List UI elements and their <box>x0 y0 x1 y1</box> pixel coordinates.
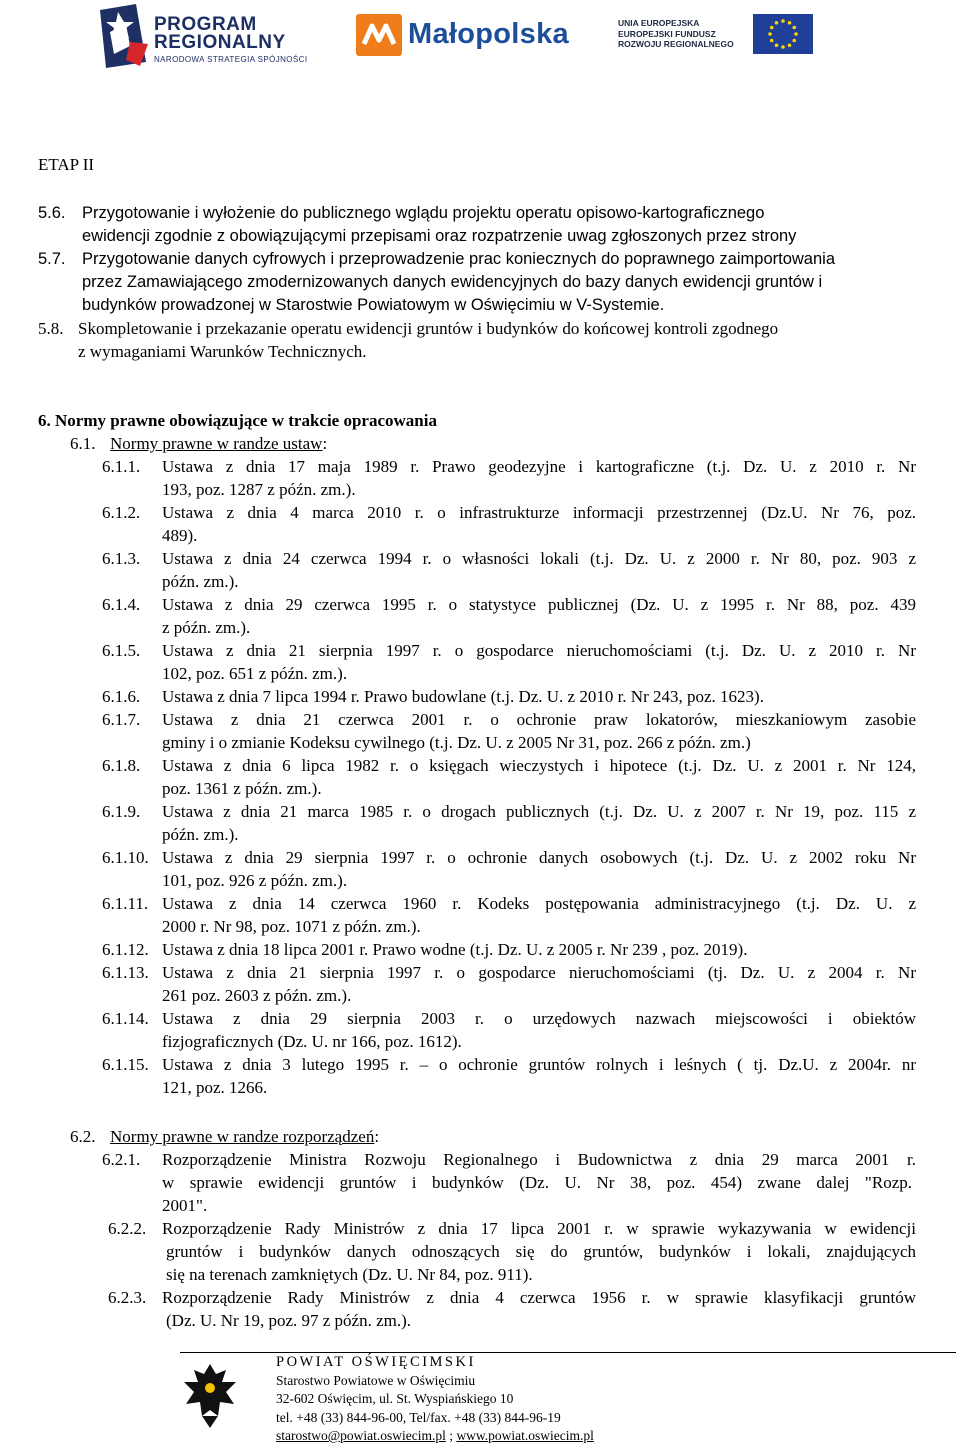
item-5-6-line: ewidencji zgodnie z obowiązującymi przepisami oraz rozpatrzenie uwag zgłoszonych przez strony <box>82 227 797 245</box>
item-5-7-number: 5.7. <box>38 250 66 268</box>
act-title-line: fizjograficznych (Dz. U. nr 166, poz. 1612). <box>162 1032 462 1051</box>
eu-star <box>788 21 792 25</box>
act-title-line: Ustawa z dnia 17 maja 1989 r. Prawo geodezyjne i kartograficzne (t.j. Dz. U. z 2010 r. Nr <box>162 457 916 476</box>
coat-of-arms-icon <box>180 1360 240 1432</box>
act-title-line: Ustawa z dnia 6 lipca 1982 r. o księgach wieczystych i hipotece (t.j. Dz. U. z 2001 r. Nr 124, <box>162 756 916 775</box>
act-number: 6.1.7. <box>102 710 141 729</box>
malopolska-wordmark: Małopolska <box>408 18 569 50</box>
regulation-title-line: Rozporządzenie Ministra Rozwoju Regionalnego i Budownictwa z dnia 29 marca 2001 r. <box>162 1150 916 1169</box>
section-6-heading: 6. Normy prawne obowiązujące w trakcie opracowania <box>38 411 437 430</box>
strategy-line: NARODOWA STRATEGIA SPÓJNOŚCI <box>154 55 308 64</box>
act-number: 6.1.3. <box>102 549 141 568</box>
act-number: 6.1.6. <box>102 687 141 706</box>
regulation-title-line: Rozporządzenie Rady Ministrów z dnia 17 lipca 2001 r. w sprawie wykazywania w ewidencji <box>162 1219 916 1238</box>
act-title-line: Ustawa z dnia 24 czerwca 1994 r. o własności lokali (t.j. Dz. U. z 2000 r. Nr 80, poz. 903 z <box>162 549 916 568</box>
section-6-1-number: 6.1. <box>70 434 96 453</box>
act-title-line: z późn. zm.). <box>162 618 251 637</box>
eu-star <box>775 21 779 25</box>
eu-star <box>775 43 779 47</box>
stage-heading: ETAP II <box>38 155 95 174</box>
footer-separator: ; <box>445 1428 457 1443</box>
act-title-line: późn. zm.). <box>162 572 239 591</box>
eu-star <box>794 32 798 36</box>
regulation-number: 6.2.1. <box>102 1150 141 1169</box>
act-title-line: Ustawa z dnia 29 czerwca 1995 r. o statystyce publicznej (Dz. U. z 1995 r. Nr 88, poz. 439 <box>162 595 916 614</box>
eu-flag-icon <box>753 14 813 54</box>
footer-email-link[interactable]: starostwo@powiat.oswiecim.pl <box>276 1428 446 1443</box>
act-title-line: Ustawa z dnia 7 lipca 1994 r. Prawo budowlane (t.j. Dz. U. z 2010 r. Nr 243, poz. 1623). <box>162 687 764 706</box>
item-5-8-line: Skompletowanie i przekazanie operatu ewidencji gruntów i budynków do końcowej kontroli zgodnego <box>78 319 779 338</box>
act-title-line: poz. 1361 z późn. zm.). <box>162 779 322 798</box>
act-number: 6.1.8. <box>102 756 141 775</box>
footer-website-link[interactable]: www.powiat.oswiecim.pl <box>456 1428 594 1443</box>
item-5-6-line: Przygotowanie i wyłożenie do publicznego wglądu projektu operatu opisowo-kartograficznego <box>82 204 765 222</box>
eu-line-2: EUROPEJSKI FUNDUSZ <box>618 28 716 39</box>
act-number: 6.1.14. <box>102 1009 149 1028</box>
eu-line-3: ROZWOJU REGIONALNEGO <box>618 39 734 49</box>
act-number: 6.1.2. <box>102 503 141 522</box>
item-5-8-number: 5.8. <box>38 319 64 338</box>
eu-fund-logo <box>618 14 818 58</box>
regulation-title-line: się na terenach zamkniętych (Dz. U. Nr 84, poz. 911). <box>166 1265 533 1284</box>
act-number: 6.1.10. <box>102 848 149 867</box>
logo-header <box>0 0 960 80</box>
act-title-line: późn. zm.). <box>162 825 239 844</box>
act-title-line: Ustawa z dnia 21 marca 1985 r. o drogach publicznych (t.j. Dz. U. z 2007 r. Nr 19, poz. 115 z <box>162 802 916 821</box>
section-6-2-number: 6.2. <box>70 1127 96 1146</box>
act-title-line: Ustawa z dnia 21 sierpnia 1997 r. o gospodarce nieruchomościami (tj. Dz. U. z 2004 r. Nr <box>162 963 916 982</box>
act-number: 6.1.1. <box>102 457 141 476</box>
footer-address: 32-602 Oświęcim, ul. St. Wyspiańskiego 10 <box>276 1391 514 1406</box>
eu-star <box>788 43 792 47</box>
act-title-line: gminy i o zmianie Kodeksu cywilnego (t.j. Dz. U. z 2005 Nr 31, poz. 266 z późn. zm.) <box>162 733 751 752</box>
act-title-line: Ustawa z dnia 29 sierpnia 2003 r. o urzędowych nazwach miejscowości i obiektów <box>162 1009 916 1028</box>
footer-phone: tel. +48 (33) 844-96-00, Tel/fax. +48 (33) 844-96-19 <box>276 1409 561 1425</box>
item-5-7-line: przez Zamawiającego zmodernizowanych danych ewidencyjnych do bazy danych ewidencji gruntów i <box>82 273 823 291</box>
regulation-title-line: Rozporządzenie Rady Ministrów z dnia 4 czerwca 1956 r. w sprawie klasyfikacji gruntów <box>162 1288 916 1307</box>
colon: : <box>374 1127 380 1146</box>
act-title-line: 121, poz. 1266. <box>162 1078 268 1097</box>
colon: : <box>322 434 328 453</box>
eu-star <box>792 26 796 30</box>
item-5-8-line: z wymaganiami Warunków Technicznych. <box>78 342 367 361</box>
act-title-line: 102, poz. 651 z późn. zm.). <box>162 664 348 683</box>
regulation-title-line: gruntów i budynków danych odnoszących się do gruntów, budynków i lokali, znajdujących <box>166 1242 916 1261</box>
act-number: 6.1.15. <box>102 1055 149 1074</box>
act-number: 6.1.9. <box>102 802 141 821</box>
regulation-title-line: 2001". <box>162 1196 208 1215</box>
act-title-line: Ustawa z dnia 29 sierpnia 1997 r. o ochronie danych osobowych (t.j. Dz. U. z 2002 roku Nr <box>162 848 916 867</box>
program-regionalny-emblem <box>96 2 152 70</box>
act-title-line: 101, poz. 926 z późn. zm.). <box>162 871 348 890</box>
act-title-line: Ustawa z dnia 4 marca 2010 r. o infrastrukturze informacji przestrzennej (Dz.U. Nr 76, poz. <box>162 503 916 522</box>
eu-line-1: UNIA EUROPEJSKA <box>618 18 700 28</box>
eu-star <box>781 45 785 49</box>
footer-title: POWIAT OŚWIĘCIMSKI <box>276 1354 476 1370</box>
section-6-2-title-text: Normy prawne w randze rozporządzeń <box>110 1127 375 1146</box>
section-6-1-title-text: Normy prawne w randze ustaw <box>110 434 323 453</box>
footer-links <box>276 1427 594 1446</box>
act-title-line: 193, poz. 1287 z późn. zm.). <box>162 480 356 499</box>
eu-star <box>792 39 796 43</box>
act-title-line: 2000 r. Nr 98, poz. 1071 z późn. zm.). <box>162 917 421 936</box>
item-5-7-line: budynków prowadzonej w Starostwie Powiatowym w Oświęcimiu w V-Systemie. <box>82 296 665 314</box>
regulation-number: 6.2.3. <box>108 1288 147 1307</box>
footer-office: Starostwo Powiatowe w Oświęcimiu <box>276 1372 476 1388</box>
section-6-1-title <box>110 432 327 455</box>
eu-star <box>770 26 774 30</box>
malopolska-logo <box>356 14 596 58</box>
act-title-line: 489). <box>162 526 198 545</box>
program-regionalny-logo <box>96 2 326 70</box>
eu-star <box>768 32 772 36</box>
act-number: 6.1.12. <box>102 940 149 959</box>
act-title-line: Ustawa z dnia 21 sierpnia 1997 r. o gospodarce nieruchomościami (t.j. Dz. U. z 2010 r. Nr <box>162 641 916 660</box>
act-number: 6.1.5. <box>102 641 141 660</box>
item-5-6-number: 5.6. <box>38 204 66 222</box>
footer-contact <box>276 1353 594 1446</box>
act-number: 6.1.11. <box>102 894 149 913</box>
section-6-2-title <box>110 1125 379 1148</box>
regulation-title-line: w sprawie ewidencji gruntów i budynków (Dz. U. Nr 38, poz. 454) zwane dalej "Rozp. <box>162 1173 912 1192</box>
act-title-line: Ustawa z dnia 18 lipca 2001 r. Prawo wodne (t.j. Dz. U. z 2005 r. Nr 239 , poz. 2019). <box>162 940 748 959</box>
regionalny-line: REGIONALNY <box>154 32 286 53</box>
act-title-line: Ustawa z dnia 3 lutego 1995 r. – o ochronie gruntów rolnych i leśnych ( tj. Dz.U. z 2004r. nr <box>162 1055 916 1074</box>
act-number: 6.1.13. <box>102 963 149 982</box>
act-title-line: 261 poz. 2603 z późn. zm.). <box>162 986 352 1005</box>
regulation-number: 6.2.2. <box>108 1219 147 1238</box>
act-number: 6.1.4. <box>102 595 141 614</box>
malopolska-emblem <box>356 14 402 56</box>
item-5-7-line: Przygotowanie danych cyfrowych i przeprowadzenie prac koniecznych do poprawnego zaimportowania <box>82 250 835 268</box>
act-title-line: Ustawa z dnia 14 czerwca 1960 r. Kodeks postępowania administracyjnego (t.j. Dz. U. z <box>162 894 916 913</box>
program-line: PROGRAM <box>154 14 257 35</box>
act-title-line: Ustawa z dnia 21 czerwca 2001 r. o ochronie praw lokatorów, mieszkaniowym zasobie <box>162 710 916 729</box>
eu-star <box>770 39 774 43</box>
regulation-title-line: (Dz. U. Nr 19, poz. 97 z późn. zm.). <box>166 1311 412 1330</box>
eu-star <box>781 19 785 23</box>
